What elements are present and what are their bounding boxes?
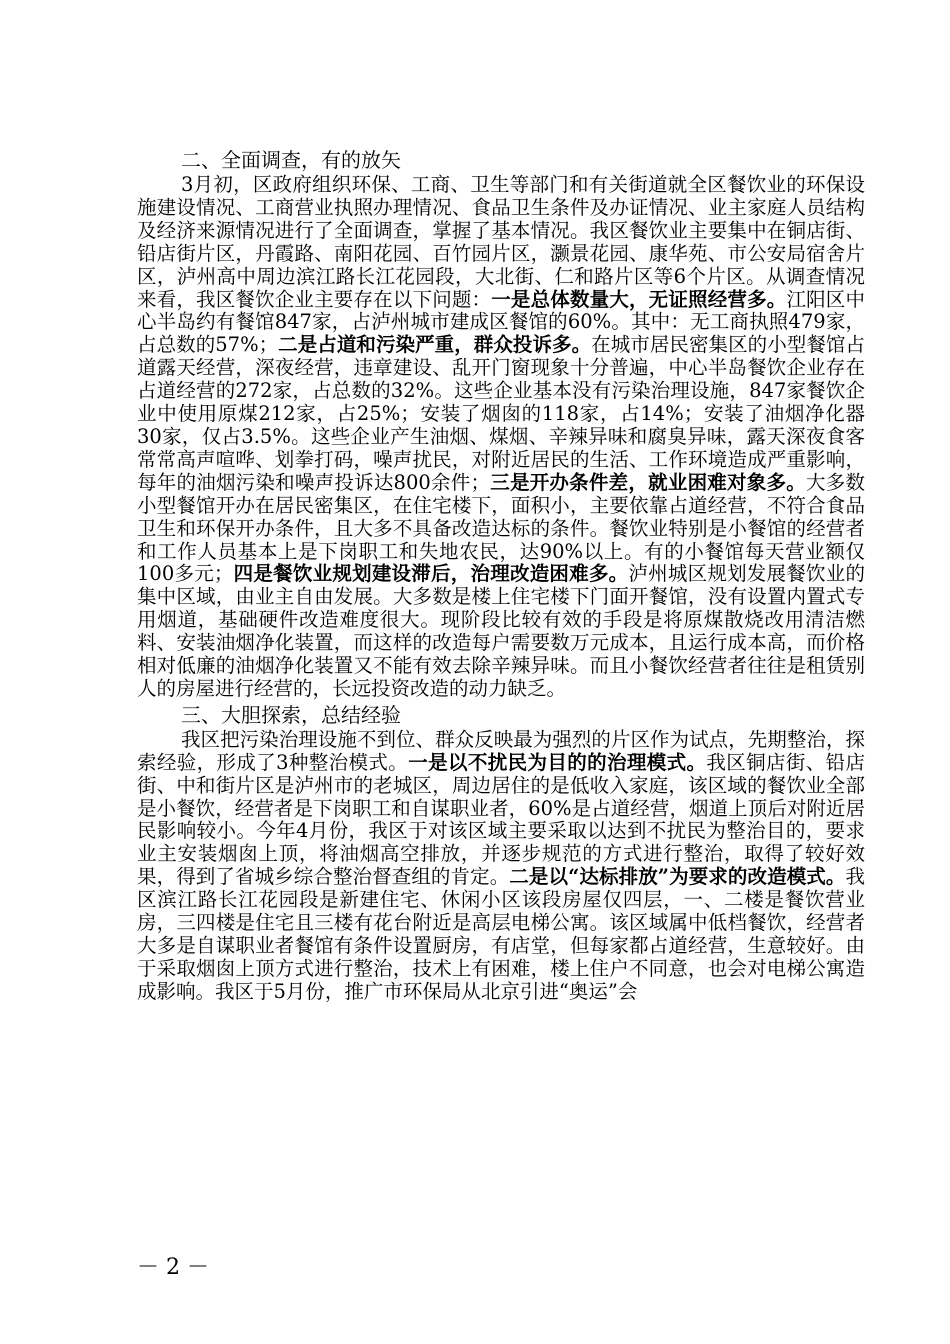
section-heading-3: 三、大胆探索，总结经验 xyxy=(181,702,401,727)
section-paragraph-3 xyxy=(137,729,865,1004)
emphasis-run: 三是开办条件差，就业困难对象多。 xyxy=(489,470,806,494)
paragraph-run: 在城市居民密集区的小型餐馆占道露天经营，深夜经营，违章建设、乱开门窗现象十分普遍，中心半岛餐饮企业存在占道经营的272家，占总数的32%。这些企业基本没有污染治理设施，847家餐饮企业中使用原煤212家，占25%；安装了烟囱的118家，占14%；安装了油烟净化器30家，仅占3.5%。这些企业产生油烟、煤烟、辛辣异味和腐臭异味，露天深夜食客常常高声喧哗、划拳打码，噪声扰民，对附近居民的生活、工作环境造成严重影响，每年的油烟污染和噪声投诉达800余件； xyxy=(137,333,865,494)
emphasis-run: 一是总体数量大，无证照经营多。 xyxy=(491,287,787,311)
paragraph-run: 3月初，区政府组织环保、工商、卫生等部门和有关街道就全区餐饮业的环保设施建设情况、工商营业执照办理情况、食品卫生条件及办证情况、业主家庭人员结构及经济来源情况进行了全面调查，掌握了基本情况。我区餐饮业主要集中在铜店街、铅店街片区，丹霞路、南阳花园、百竹园片区，灏景花园、康华苑、市公安局宿舍片区，泸州高中周边滨江路长江花园段，大北街、仁和路片区等6个片区。从调查情况来看，我区餐饮企业主要存在以下问题： xyxy=(137,173,865,311)
paragraph-run: 我区铜店街、铅店街、中和街片区是泸州市的老城区，周边居住的是低收入家庭，该区域的餐饮业全部是小餐饮，经营者是下岗职工和自谋职业者，60%是占道经营，烟道上顶后对附近居民影响较小。今年4月份，我区于对该区域主要采取以达到不扰民为整治目的，要求业主安装烟囱上顶，将油烟高空排放，并逐步规范的方式进行整治，取得了较好效果，得到了省城乡综合整治督查组的肯定。 xyxy=(137,750,865,889)
document-page xyxy=(137,146,865,1004)
paragraph-run: 我区滨江路长江花园段是新建住宅、休闲小区该段房屋仅四层，一、二楼是餐饮营业房，三四楼是住宅且三楼有花台附近是高层电梯公寓。该区域属中低档餐饮，经营者大多是自谋职业者餐馆有条件设置厨房，有店堂，但每家都占道经营，生意较好。由于采取烟囱上顶方式进行整治，技术上有困难，楼上住户不同意，也会对电梯公寓造成影响。我区于5月份，推广市环保局从北京引进“奥运”会 xyxy=(137,865,865,1003)
emphasis-run: 一是以不扰民为目的的治理模式。 xyxy=(408,750,707,774)
section-heading-2: 二、全面调查，有的放矢 xyxy=(181,148,401,172)
paragraph-run: 大多数小型餐馆开办在居民密集区，在住宅楼下，面积小，主要依靠占道经营，不符合食品卫生和环保开办条件，且大多不具备改造达标的条件。餐饮业特别是小餐馆的经营者和工作人员基本上是下岗职工和失地农民，达90%以上。有的小餐馆每天营业额仅100多元； xyxy=(137,470,865,586)
emphasis-run: 二是以“达标排放”为要求的改造模式。 xyxy=(509,865,846,889)
section-paragraph-2 xyxy=(137,174,865,701)
emphasis-run: 二是占道和污染严重，群众投诉多。 xyxy=(278,333,592,357)
page-number: － 2 － xyxy=(137,1255,209,1280)
paragraph-run: 泸州城区规划发展餐饮业的集中区域，由业主自由发展。大多数是楼上住宅楼下门面开餐馆，没有设置内置式专用烟道，基础硬件改造难度很大。现阶段比较有效的手段是将原煤散烧改用清洁燃料、安装油烟净化装置，而这样的改造每户需要数万元成本，且运行成本高，而价格相对低廉的油烟净化装置又不能有效去除辛辣异味。而且小餐饮经营者往往是租赁别人的房屋进行经营的，长远投资改造的动力缺乏。 xyxy=(137,562,865,700)
emphasis-run: 四是餐饮业规划建设滞后，治理改造困难多。 xyxy=(233,562,629,586)
paragraph-run: 江阳区中心半岛约有餐馆847家，占泸州城市建成区餐馆的60%。其中：无工商执照479家，占总数的57%； xyxy=(137,287,865,357)
paragraph-run: 我区把污染治理设施不到位、群众反映最为强烈的片区作为试点，先期整治，探索经验，形成了3种整治模式。 xyxy=(137,727,865,774)
